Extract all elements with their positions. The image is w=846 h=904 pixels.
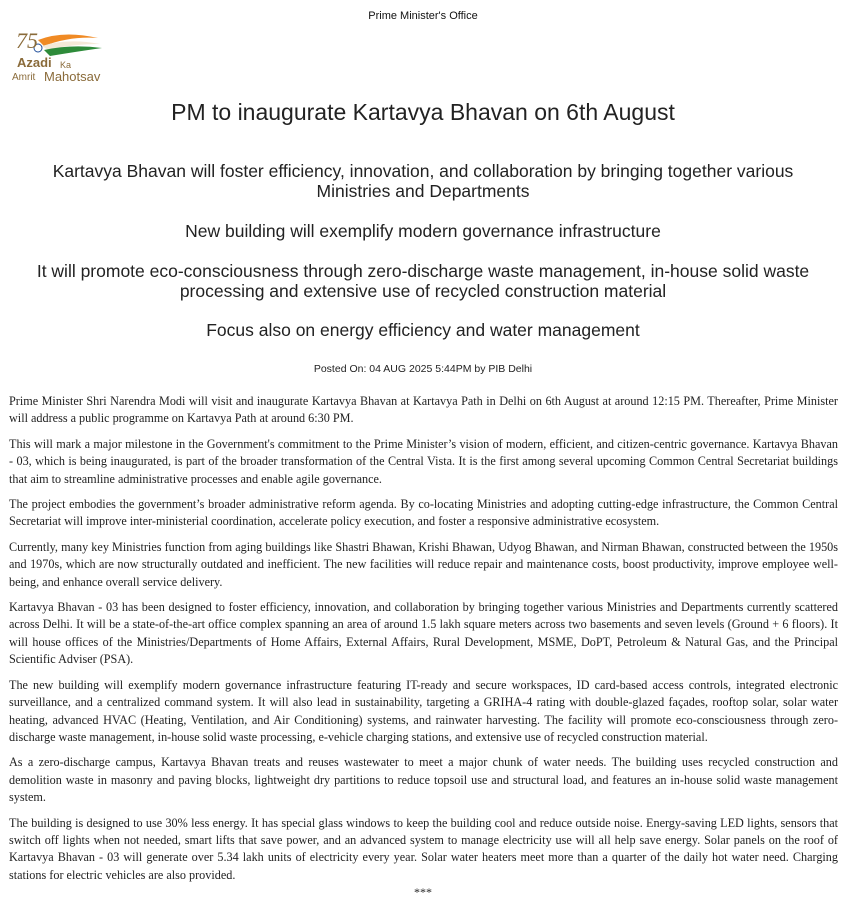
subtitle-2: New building will exemplify modern governance infrastructure	[185, 221, 661, 241]
logo-word-azadi: Azadi	[17, 55, 52, 70]
subtitle-3: It will promote eco-consciousness through zero-discharge waste management, in-house solid waste processing and extensive use of recycled construction material	[36, 261, 810, 301]
paragraph: The project embodies the government’s broader administrative reform agenda. By co-locating Ministries and adopting cutting-edge infrastructure, the Common Central Secretariat will improve inter-ministerial coordination, accelerate policy execution, and foster a responsive administrative ecosystem.	[9, 497, 838, 529]
page-title: PM to inaugurate Kartavya Bhavan on 6th August	[171, 99, 675, 125]
article-body	[9, 393, 838, 892]
azadi-ka-amrit-mahotsav-logo	[8, 24, 128, 88]
posted-on: Posted On: 04 AUG 2025 5:44PM by PIB Delhi	[313, 363, 533, 375]
paragraph: This will mark a major milestone in the Government's commitment to the Prime Minister’s vision of modern, efficient, and citizen-centric governance. Kartavya Bhavan - 03, which is being inaugurated, is part of the broader transformation of the Central Vista. It is the first among several upcoming Common Central Secretariat buildings that aim to streamline administrative processes and enable agile governance.	[9, 436, 838, 486]
paragraph: The new building will exemplify modern governance infrastructure featuring IT-ready and secure workspaces, ID card-based access controls, integrated electronic surveillance, and a centralized command system. It will also lead in sustainability, targeting a GRIHA-4 rating with double-glazed façades, rooftop solar, solar water heating, advanced HVAC (Heating, Ventilation, and Air Conditioning) systems, and rainwater harvesting. The facility will promote eco-consciousness through zero-discharge waste management, in-house solid waste processing, e-vehicle charging stations, and extensive use of recycled construction material.	[9, 677, 838, 744]
office-name: Prime Minister's Office	[368, 10, 478, 22]
subtitle-4: Focus also on energy efficiency and water management	[206, 320, 640, 340]
paragraph: The building is designed to use 30% less energy. It has special glass windows to keep the building cool and reduce outside noise. Energy-saving LED lights, sensors that switch off lights when not needed, smart lifts that save power, and an advanced system to manage electricity use will all help save energy. Solar panels on the roof of Kartavya Bhavan - 03 will generate over 5.34 lakh units of electricity every year. Solar water heaters meet more than a quarter of the daily hot water need. Charging stations for electric vehicles are also provided.	[9, 815, 838, 882]
logo-word-mahotsav: Mahotsav	[44, 69, 101, 84]
end-stars: ***	[414, 885, 432, 899]
paragraph: Currently, many key Ministries function from aging buildings like Shastri Bhawan, Krishi Bhawan, Udyog Bhawan, and Nirman Bhawan, constructed between the 1950s and 1970s, which are now structurally outdated and inefficient. The new facilities will reduce repair and maintenance costs, boost productivity, improve employee well-being, and enhance overall service delivery.	[9, 539, 838, 589]
logo-number: 75	[16, 28, 38, 53]
paragraph: Prime Minister Shri Narendra Modi will visit and inaugurate Kartavya Bhavan at Kartavya Path in Delhi on 6th August at around 12:15 PM. Thereafter, Prime Minister will address a public programme on Kartavya Path at around 6:30 PM.	[9, 394, 838, 426]
logo-word-ka: Ka	[60, 60, 72, 70]
paragraph: As a zero-discharge campus, Kartavya Bhavan treats and reuses wastewater to meet a major chunk of water needs. The building uses recycled construction and demolition waste in masonry and paving blocks, lightweight dry partitions to reduce topsoil use and structural load, and features an in-house solid waste management system.	[9, 755, 838, 805]
subtitle-1: Kartavya Bhavan will foster efficiency, innovation, and collaboration by bringing together various Ministries and Departments	[52, 161, 794, 201]
paragraph: Kartavya Bhavan - 03 has been designed to foster efficiency, innovation, and collaboration by bringing together various Ministries and Departments currently scattered across Delhi. It will be a state-of-the-art office complex spanning an area of around 1.5 lakh square meters across two basements and seven levels (Ground + 6 floors). It will house offices of the Ministries/Departments of Home Affairs, External Affairs, Rural Development, MSME, DoPT, Petroleum & Natural Gas, and the Principal Scientific Adviser (PSA).	[9, 600, 838, 667]
logo-word-amrit: Amrit	[12, 72, 36, 83]
